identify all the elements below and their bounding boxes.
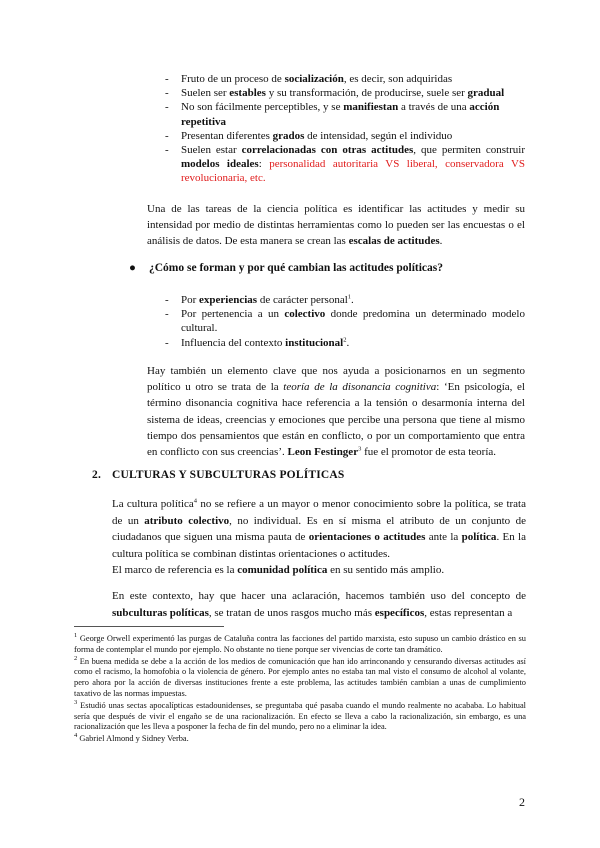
list-item: - Fruto de un proceso de socialización, es decir, son adquiridas: [165, 72, 525, 86]
list-item: - Influencia del contexto institucional$^2$.: [165, 336, 525, 350]
bullet-dot-icon: ●: [129, 262, 136, 274]
footnotes: [74, 634, 526, 746]
footnote: $^1$ George Orwell experimentó las purgas de Cataluña contra las facciones del partido marxista, esto supuso un cambio drástico en su forma de contemplar el mundo por ejemplo. No obstante no tiene porque ser vivencias de corte tan dramático.: [74, 632, 526, 654]
list-item: - No son fácilmente perceptibles, y se manifiestan a través de una acción repetitiva: [165, 100, 525, 128]
paragraph: En este contexto, hay que hacer una aclaración, hacemos también uso del concepto de subculturas políticas, se tratan de unos rasgos mucho más específicos, estas representan a: [112, 589, 526, 619]
section-heading: 2. CULTURAS Y SUBCULTURAS POLÍTICAS: [92, 469, 345, 481]
list-item: - Suelen estar correlacionadas con otras actitudes, que permiten construir modelos ideales: personalidad autoritaria VS liberal, conservadora VS revolucionaria, etc.: [165, 143, 525, 186]
paragraph: El marco de referencia es la comunidad política en su sentido más amplio.: [112, 564, 445, 577]
footnote: $^3$ Estudió unas sectas apocalípticas estadounidenses, se preguntaba qué pasaba cuando el mundo realmente no acababa. Lo habitual sería que después de vivir el engaño se de una racionalización. En efecto se lleva a cabo la racionalización, sin embargo, es una racionalización que les lleva a posponer la fecha de fin del mundo, pero no a eliminar la idea.: [74, 698, 526, 732]
footnote-separator: [74, 626, 224, 627]
footnote: $^4$ Gabriel Almond y Sidney Verba.: [74, 732, 189, 744]
attitude-traits-list: [165, 72, 525, 186]
list-item: - Por pertenencia a un colectivo donde predomina un determinado modelo cultural.: [165, 307, 525, 335]
footnote-ref[interactable]: 1: [347, 293, 352, 301]
list-item: - Suelen ser estables y su transformación, de producirse, suele ser gradual: [165, 86, 525, 100]
list-item: - Por experiencias de carácter personal$^1$.: [165, 293, 525, 307]
list-item: - Presentan diferentes grados de intensidad, según el individuo: [165, 129, 525, 143]
bullet-heading: ● ¿Cómo se forman y por qué cambian las actitudes políticas?: [129, 262, 443, 274]
paragraph: La cultura política$^4$ no se refiere a un mayor o menor conocimiento sobre la política, se trata de un atributo colectivo, no individual. Es en sí misma el atributo de un conjunto de ciudadanos que siguen una misma pauta de orientaciones o actitudes ante la política. En la cultura política se combinan distintas orientaciones o actitudes.: [112, 497, 526, 560]
footnote-ref[interactable]: 4: [193, 497, 198, 505]
footnote-ref[interactable]: 3: [358, 445, 362, 453]
page-number: 2: [519, 795, 525, 809]
formation-factors-list: [165, 293, 525, 350]
section-body: [112, 496, 526, 621]
paragraph: Hay también un elemento clave que nos ayuda a posicionarnos en un segmento político u otro se trata de la teoría de la disonancia cognitiva: ‘En psicología, el término disonancia cognitiva hace referencia a la tensión o desarmonía interna del sistema de ideas, creencias y emociones que percibe una persona que tiene al mismo tiempo dos pensamientos que están en conflicto, o por un comportamiento que entra en conflicto con sus creencias’. Leon Festinger$^3$ fue el promotor de esta teoría.: [147, 365, 525, 459]
footnote: $^2$ En buena medida se debe a la acción de los medios de comunicación que han ido arrinconando y censurando diversas actitudes así como el racismo, la homofobia o la violencia de género. Por ejemplo antes no estaba tan mal visto el consumo de alcohol al volante, pero ahora por la acción de diversas instituciones frente a este problema, las actitudes también cambian a unas de cumplimiento taxativo de las normas impuestas.: [74, 654, 526, 698]
paragraph: Una de las tareas de la ciencia política es identificar las actitudes y medir su intensidad por medio de distintas herramientas como lo pueden ser las encuestas o el análisis de datos. De esta manera se crean las escalas de actitudes.: [147, 203, 525, 248]
footnote-ref[interactable]: 2: [343, 335, 347, 343]
